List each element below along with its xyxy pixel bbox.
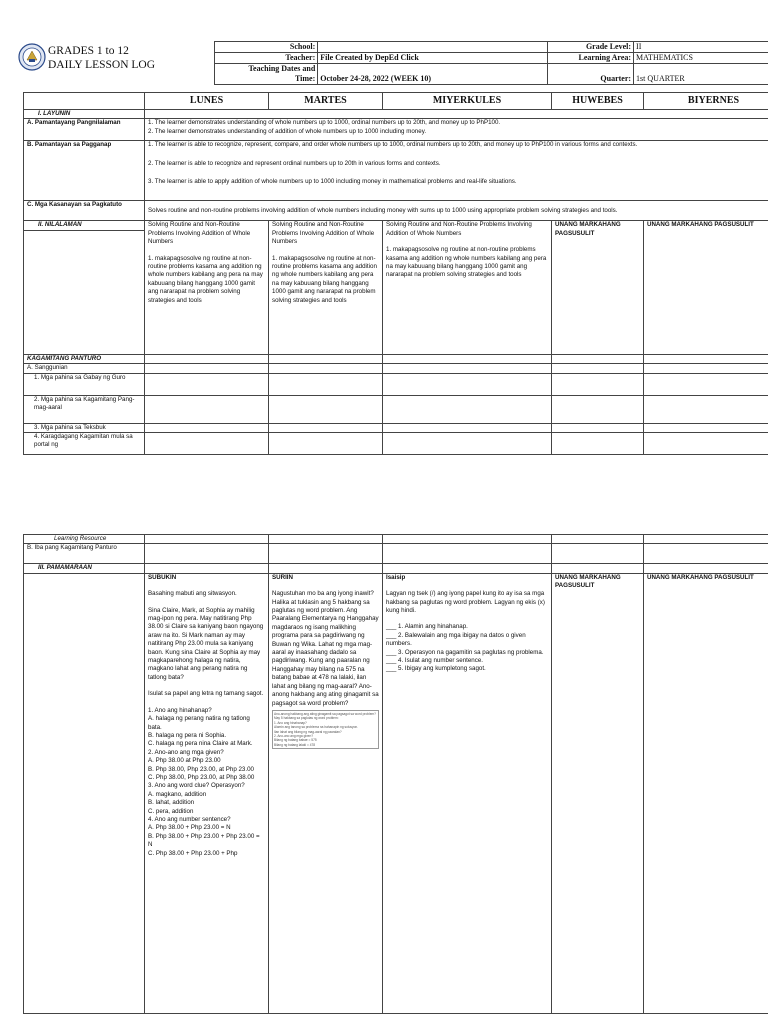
label-iba-pang-kagamitang-panturo: B. Iba pang Kagamitang Panturo [24,544,145,564]
procedure-lunes-title: SUBUKIN [148,573,177,581]
day-header-biyernes: BIYERNES [644,93,768,110]
label-pamantayan-sa-pagganap: B. Pamantayan sa Pagganap [24,141,145,201]
section-layunin: I. LAYUNIN [24,110,145,119]
procedure-lunes: SUBUKIN Basahing mabuti ang sitwasyon. Sina Claire, Mark, at Sophia ay mahilig mag-ipon ng pera. May natitirang Php 38.00 si Claire sa kaniyang baon ngayong araw na ito. Si Mark naman ay may natitirang Php 23.00 mula sa kaniyang baon. Kung sina Claire at Sophia ay may magkaparehong halaga ng natira, magkano lahat ang perang natira ng tatlong bata? Isulat sa papel ang letra ng tamang sagot. 1. Ano ang hinahanap? A. halaga ng perang natira ng tatlong bata. B. halaga ng pera ni Sophia. C. halaga ng pera nina Claire at Mark. 2. Ano-ano ang mga given? A. Php 38.00 at Php 23.00 B. Php 38.00, Php 23.00, at Php 23.00 C. Php 38.00, Php 23.00, at Php 38.00 3. Ano ang word clue? Operasyon? A. magkano, addition B. lahat, addition C. pera, addition 4. Ano ang number sentence? A. Php 38.00 + Php 23.00 = N B. Php 38.00 + Php 23.00 + Php 23.00 = N C. Php 38.00 + Php 23.00 + Php [145,573,269,1013]
procedure-miyerkules: Isaisip Lagyan ng tsek (/) ang iyong papel kung ito ay isa sa mga hakbang sa paglutas ng word problem. Lagyan ng ekis (x) kung hindi. ___ 1. Alamin ang hinahanap. ___ 2. Balewalain ang mga ibigay na datos o given numbers. ___ 3. Operasyon na gagamitin sa paglutas ng problema. ___ 4. Isulat ang number sentence. ___ 5. Ibigay ang kumpletong sagot. [383,573,552,1013]
quarter-label: Quarter: [548,64,634,85]
grade-level-value: II [634,42,768,53]
teaching-dates-value: October 24-28, 2022 (WEEK 10) [318,64,548,85]
content-standard-2: 2. The learner demonstrates understanding of addition of whole numbers up to 1000 including money. [148,127,427,135]
performance-standard-3: 3. The learner is able to apply addition of whole numbers up to 1000 including money in mathematical problems and real-life situations. [148,178,517,186]
day-header-huwebes: HUWEBES [552,93,644,110]
performance-standard-2: 2. The learner is able to recognize and represent ordinal numbers up to 20th in various forms and contexts. [148,159,441,167]
learning-area-value: MATHEMATICS [634,53,768,64]
section-kagamitang-panturo: KAGAMITANG PANTURO [24,354,145,363]
content-standard-1: 1. The learner demonstrates understanding of whole numbers up to 1000, ordinal numbers up to 20th, and money up to PhP100. [148,119,501,127]
label-karagdagang-kagamitan: 4. Karagdagang Kagamitan mula sa portal ng [24,433,145,455]
label-sanggunian: A. Sanggunian [24,364,145,373]
header-spacer [16,42,215,53]
performance-standard-cell [145,141,768,201]
teacher-value: File Created by DepEd Click [318,53,548,64]
day-header-martes: MARTES [269,93,383,110]
lesson-table-part-1 [23,92,768,455]
procedure-martes-title: SURIIN [272,573,293,581]
school-label: School: [215,42,318,53]
header-info-table [16,41,768,85]
day-header-lunes: LUNES [145,93,269,110]
day-header-miyerkules: MIYERKULES [383,93,552,110]
procedure-huwebes: UNANG MARKAHANG PAGSUSULIT [552,573,644,1013]
content-martes: Solving Routine and Non-Routine Problems Involving Addition of Whole Numbers 1. makapagsosolve ng routine at non-routine problems kasama ang addition ng whole numbers kabilang ang pera na may kabuuang bilang hanggang 1000 gamit ang nararapat na problem solving strategies and tools [269,221,383,354]
content-huwebes: UNANG MARKAHANG PAGSUSULIT [552,221,644,354]
content-biyernes: UNANG MARKAHANG PAGSUSULIT [644,221,768,354]
performance-standard-1: 1. The learner is able to recognize, represent, compare, and order whole numbers up to 1000, ordinal numbers up to 20th, and money up to PhP100 in various forms and contexts. [148,141,638,149]
label-mga-kasanayan: C. Mga Kasanayan sa Pagkatuto [24,201,145,221]
section-pamamaraan: III. PAMAMARAAN [24,564,145,573]
procedure-miyerkules-title: Isaisip [386,573,406,581]
label-gabay-ng-guro: 1. Mga pahina sa Gabay ng Guro [24,373,145,395]
grade-level-label: Grade Level: [548,42,634,53]
procedure-martes: SURIIN Nagustuhan mo ba ang iyong inawit? Halika at tuklasin ang 5 hakbang sa paglutas ng word problem. Ang Paaralang Elementarya ng Hanggahay magdaraos ng isang malikhing programa para sa pagdiriwang ng Buwan ng Wika. Lahat ng mga mag-aaral ay inaasahang dadalo sa pagdiriwang. Kung ang paaralan ng Hanggahay may bilang na 575 na batang babae at 478 na lalaki, ilan lahat ang bilang ng mag-aaral? Ano-anong hakbang ang ating ginagamit sa pagsagot sa word problem? Ano-anong hakbang ang ating ginagamit sa pagsagot sa word problem? May 5 hakbang sa paglutas ng word problem: 1. Ano ang hinahanap? Alamin ang tanong sa problema na hahanapin ng solusyon. Ilan lahat ang bilang ng mag-aaral ng paaralan? 2. Ano-ano ang mga given? Bilang ng batang babae = 575 Bilang ng batang lalaki = 478 [269,573,383,1013]
procedure-biyernes: UNANG MARKAHANG PAGSUSULIT [644,573,768,1013]
label-kagamitang-pang-mag-aaral: 2. Mga pahina sa Kagamitang Pang-mag-aaral [24,395,145,423]
school-value [318,42,548,53]
title-line-1: GRADES 1 to 12 [48,45,129,57]
teacher-label: Teacher: [215,53,318,64]
corner-cell [24,93,145,110]
teaching-dates-label: Teaching Dates and Time: [215,64,318,85]
section-nilalaman: II. NILALAMAN [24,221,145,230]
label-learning-resource: Learning Resource [24,535,145,544]
lesson-table-part-2 [23,534,768,1014]
quarter-value: 1st QUARTER [634,64,768,85]
learning-area-label: Learning Area: [548,53,634,64]
competency-cell: Solves routine and non-routine problems involving addition of whole numbers including money with sums up to 1000 using appropriate problem solving strategies and tools. [145,201,768,221]
label-pamantayang-pangnilalaman: A. Pamantayang Pangnilalaman [24,119,145,141]
content-standard-cell [145,119,768,141]
title-line-2: DAILY LESSON LOG [48,59,156,71]
procedure-lunes-questions: 1. Ano ang hinahanap? A. halaga ng perang natira ng tatlong bata. B. halaga ng pera ni Sophia. C. halaga ng pera nina Claire at Mark. 2. Ano-ano ang mga given? A. Php 38.00 at Php 23.00 B. Php 38.00, Php 23.00, at Php 23.00 C. Php 38.00, Php 23.00, at Php 38.00 3. Ano ang word clue? Operasyon? A. magkano, addition B. lahat, addition C. pera, addition 4. Ano ang number sentence? A. Php 38.00 + Php 23.00 = N B. Php 38.00 + Php 23.00 + Php 23.00 = N C. Php 38.00 + Php 23.00 + Php [148,706,260,857]
label-teksbuk: 3. Mga pahina sa Teksbuk [24,423,145,432]
content-lunes: Solving Routine and Non-Routine Problems Involving Addition of Whole Numbers 1. makapagsosolve ng routine at non-routine problems kasama ang addition ng whole numbers kabilang ang pera na may kabuuang bilang hanggang 1000 gamit ang nararapat na problem solving strategies and tools [145,221,269,354]
embedded-worksheet-image: Ano-anong hakbang ang ating ginagamit sa pagsagot sa word problem? May 5 hakbang sa paglutas ng word problem: 1. Ano ang hinahanap? Alamin ang tanong sa problema na hahanapin ng solusyon. Ilan lahat ang bilang ng mag-aaral ng paaralan? 2. Ano-ano ang mga given? Bilang ng batang babae = 575 Bilang ng batang lalaki = 478 [272,710,379,749]
content-miyerkules: Solving Routine and Non-Routine Problems Involving Addition of Whole Numbers 1. makapagsosolve ng routine at non-routine problems kasama ang addition ng whole numbers kabilang ang pera na may kabuuang bilang hanggang 1000 gamit ang nararapat na problem solving strategies and tools [383,221,552,354]
